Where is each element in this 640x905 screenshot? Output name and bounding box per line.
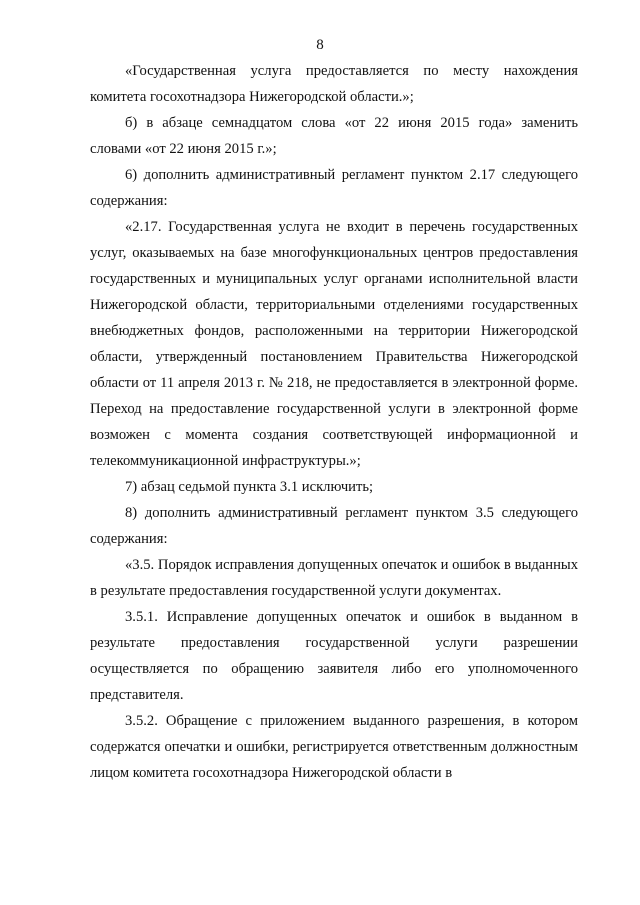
document-body: [90, 58, 578, 786]
paragraph-item-7: 7) абзац седьмой пункта 3.1 исключить;: [125, 479, 374, 495]
paragraph-clause-2-17: «2.17. Государственная услуга не входит в перечень государственных услуг, оказываемых на базе многофункциональных центров предоставления государственных и муниципальных услуг органами исполнительной власти Нижегородской области, территориальными отделениями государственных внебюджетных фондов, расположенными на территории Нижегородской области, утвержденный постановлением Правительства Нижегородской области от 11 апреля 2013 г. № 218, не предоставляется в электронной форме. Переход на предоставление государственной услуги в электронной форме возможен с момента создания соответствующей информационной и телекоммуникационной инфраструктуры.»;: [90, 219, 578, 469]
page-number: 8: [316, 37, 324, 53]
paragraph-clause-3-5: «3.5. Порядок исправления допущенных опечаток и ошибок в выданных в результате предоставления государственной услуги документах.: [90, 557, 578, 599]
paragraph-item-8: 8) дополнить административный регламент пунктом 3.5 следующего содержания:: [90, 505, 578, 547]
paragraph-item-b: б) в абзаце семнадцатом слова «от 22 июня 2015 года» заменить словами «от 22 июня 2015 г.»;: [90, 115, 578, 157]
paragraph-item-6: 6) дополнить административный регламент пунктом 2.17 следующего содержания:: [90, 167, 578, 209]
paragraph-clause-3-5-2: 3.5.2. Обращение с приложением выданного разрешения, в котором содержатся опечатки и ошибки, регистрируется ответственным должностным лицом комитета госохотнадзора Нижегородской области в: [90, 713, 578, 781]
paragraph-clause-3-5-1: 3.5.1. Исправление допущенных опечаток и ошибок в выданном в результате предоставления государственной услуги разрешении осуществляется по обращению заявителя либо его уполномоченного представителя.: [90, 609, 578, 703]
paragraph-quoted-location: «Государственная услуга предоставляется по месту нахождения комитета госохотнадзора Нижегородской области.»;: [90, 63, 578, 105]
